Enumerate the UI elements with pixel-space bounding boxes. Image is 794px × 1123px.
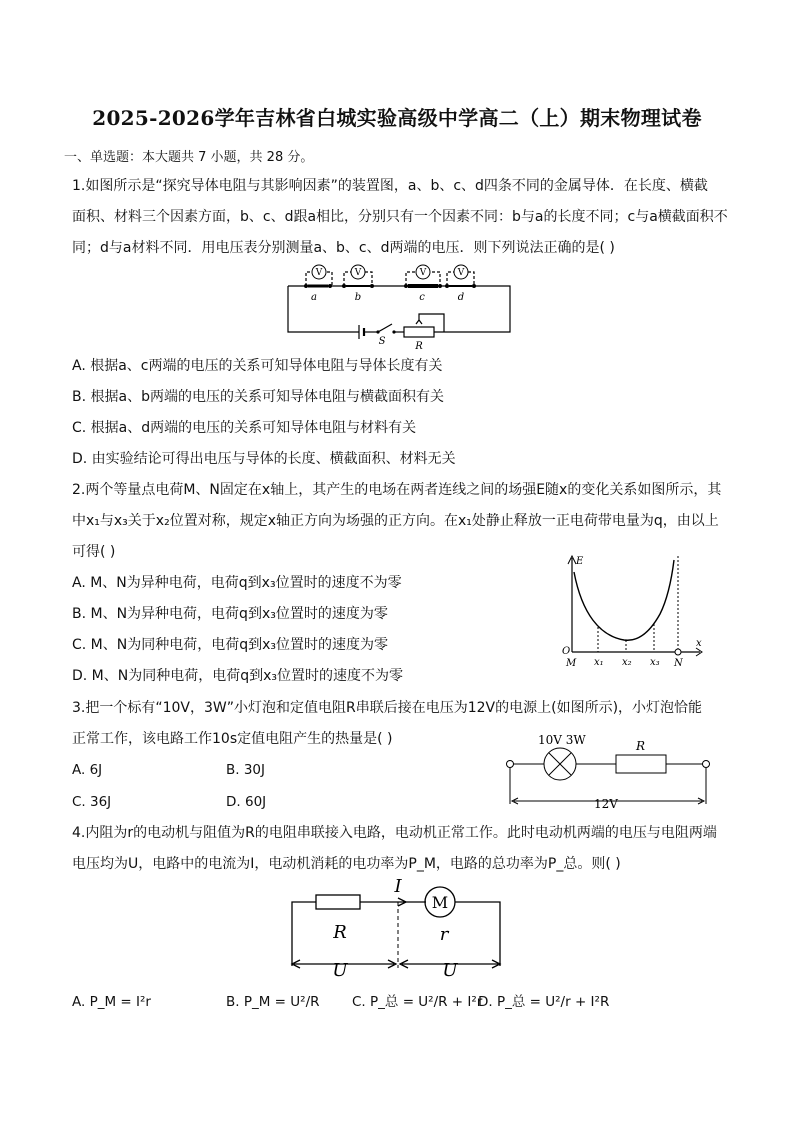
switch-label: S <box>378 336 386 347</box>
rheostat-label: R <box>415 341 423 352</box>
q3-option-c[interactable]: C. 36J <box>72 794 112 810</box>
q4-line-2: 电压均为U，电路中的电流为I，电动机消耗的电功率为P_M，电路的总功率为P_总。则( ) <box>72 856 621 872</box>
conductor-b-label: b <box>354 292 362 303</box>
q3-line-2: 正常工作，该电路工作10s定值电阻产生的热量是( ) <box>72 731 393 747</box>
q2-line-2: 中x₁与x₃关于x₂位置对称，规定x轴正方向为场强的正方向。在x₁处静止释放一正电荷带电量为q，由以上 <box>72 513 719 529</box>
graph-n-label: N <box>674 658 683 669</box>
resistor-r-label: R <box>333 922 347 943</box>
motor-label: M <box>431 893 449 912</box>
lamp-rating-label: 10V 3W <box>538 733 586 747</box>
q4-option-a[interactable]: A. P_M = I²r <box>72 994 151 1010</box>
q3-option-a[interactable]: A. 6J <box>72 762 103 778</box>
page-title: 2025-2026学年吉林省白城实验高级中学高二（上）期末物理试卷 <box>92 106 702 130</box>
voltmeter-c-label: V <box>419 268 427 278</box>
q2-line-1: 2.两个等量点电荷M、N固定在x轴上，其产生的电场在两者连线之间的场强E随x的变化关系如图所示，其 <box>72 482 722 498</box>
q1-option-c[interactable]: C. 根据a、d两端的电压的关系可知导体电阻与材料有关 <box>72 420 417 436</box>
motor-r-label: r <box>439 924 449 945</box>
graph-m-label: M <box>566 658 577 669</box>
graph-x3-label: x₃ <box>650 657 660 668</box>
q1-option-d[interactable]: D. 由实验结论可得出电压与导体的长度、横截面积、材料无关 <box>72 451 456 467</box>
resistor-label: R <box>636 739 646 753</box>
conductor-a-label: a <box>311 292 317 303</box>
q3-circuit-diagram <box>502 728 718 812</box>
voltage-u-right-label: U <box>442 960 458 980</box>
q1-option-a[interactable]: A. 根据a、c两端的电压的关系可知导体电阻与导体长度有关 <box>72 358 443 374</box>
q4-option-d[interactable]: D. P_总 = U²/r + I²R <box>478 994 610 1010</box>
q4-option-b[interactable]: B. P_M = U²/R <box>226 994 320 1010</box>
q2-option-c[interactable]: C. M、N为同种电荷，电荷q到x₃位置时的速度为零 <box>72 637 389 653</box>
voltmeter-d-label: V <box>457 268 465 278</box>
q2-field-graph <box>560 552 708 670</box>
q4-line-1: 4.内阻为r的电动机与阻值为R的电阻串联接入电路，电动机正常工作。此时电动机两端的电压与电阻两端 <box>72 825 717 841</box>
q1-option-b[interactable]: B. 根据a、b两端的电压的关系可知导体电阻与横截面积有关 <box>72 389 444 405</box>
q3-line-1: 3.把一个标有“10V，3W”小灯泡和定值电阻R串联后接在电压为12V的电源上(如图所示)，小灯泡恰能 <box>72 700 703 716</box>
q1-line-2: 面积、材料三个因素方面，b、c、d跟a相比，分别只有一个因素不同：b与a的长度不同；c与a横截面积不 <box>72 209 728 225</box>
q1-circuit-diagram <box>284 262 514 352</box>
graph-x2-label: x₂ <box>622 657 632 668</box>
q2-option-b[interactable]: B. M、N为异种电荷，电荷q到x₃位置时的速度为零 <box>72 606 388 622</box>
q4-circuit-diagram <box>286 876 508 980</box>
q2-line-3: 可得( ) <box>72 544 116 560</box>
section-heading: 一、单选题：本大题共 7 小题，共 28 分。 <box>64 150 314 165</box>
graph-x-label: x <box>696 638 702 649</box>
q4-option-c[interactable]: C. P_总 = U²/R + I²r <box>352 994 483 1010</box>
q1-line-1: 1.如图所示是“探究导体电阻与其影响因素”的装置图，a、b、c、d四条不同的金属导体．在长度、横截 <box>72 178 708 194</box>
graph-e-label: E <box>576 556 584 567</box>
q2-option-a[interactable]: A. M、N为异种电荷，电荷q到x₃位置时的速度不为零 <box>72 575 402 591</box>
q3-option-d[interactable]: D. 60J <box>226 794 267 810</box>
conductor-c-label: c <box>419 292 425 303</box>
conductor-d-label: d <box>457 292 465 303</box>
supply-voltage-label: 12V <box>594 797 618 811</box>
graph-origin-label: O <box>562 646 571 657</box>
current-label: I <box>394 876 402 897</box>
q2-option-d[interactable]: D. M、N为同种电荷，电荷q到x₃位置时的速度不为零 <box>72 668 404 684</box>
voltage-u-left-label: U <box>332 960 348 980</box>
q1-line-3: 同；d与a材料不同．用电压表分别测量a、b、c、d两端的电压．则下列说法正确的是( ) <box>72 240 615 256</box>
voltmeter-b-label: V <box>354 268 362 278</box>
voltmeter-a-label: V <box>315 268 323 278</box>
q3-option-b[interactable]: B. 30J <box>226 762 266 778</box>
graph-x1-label: x₁ <box>594 657 604 668</box>
